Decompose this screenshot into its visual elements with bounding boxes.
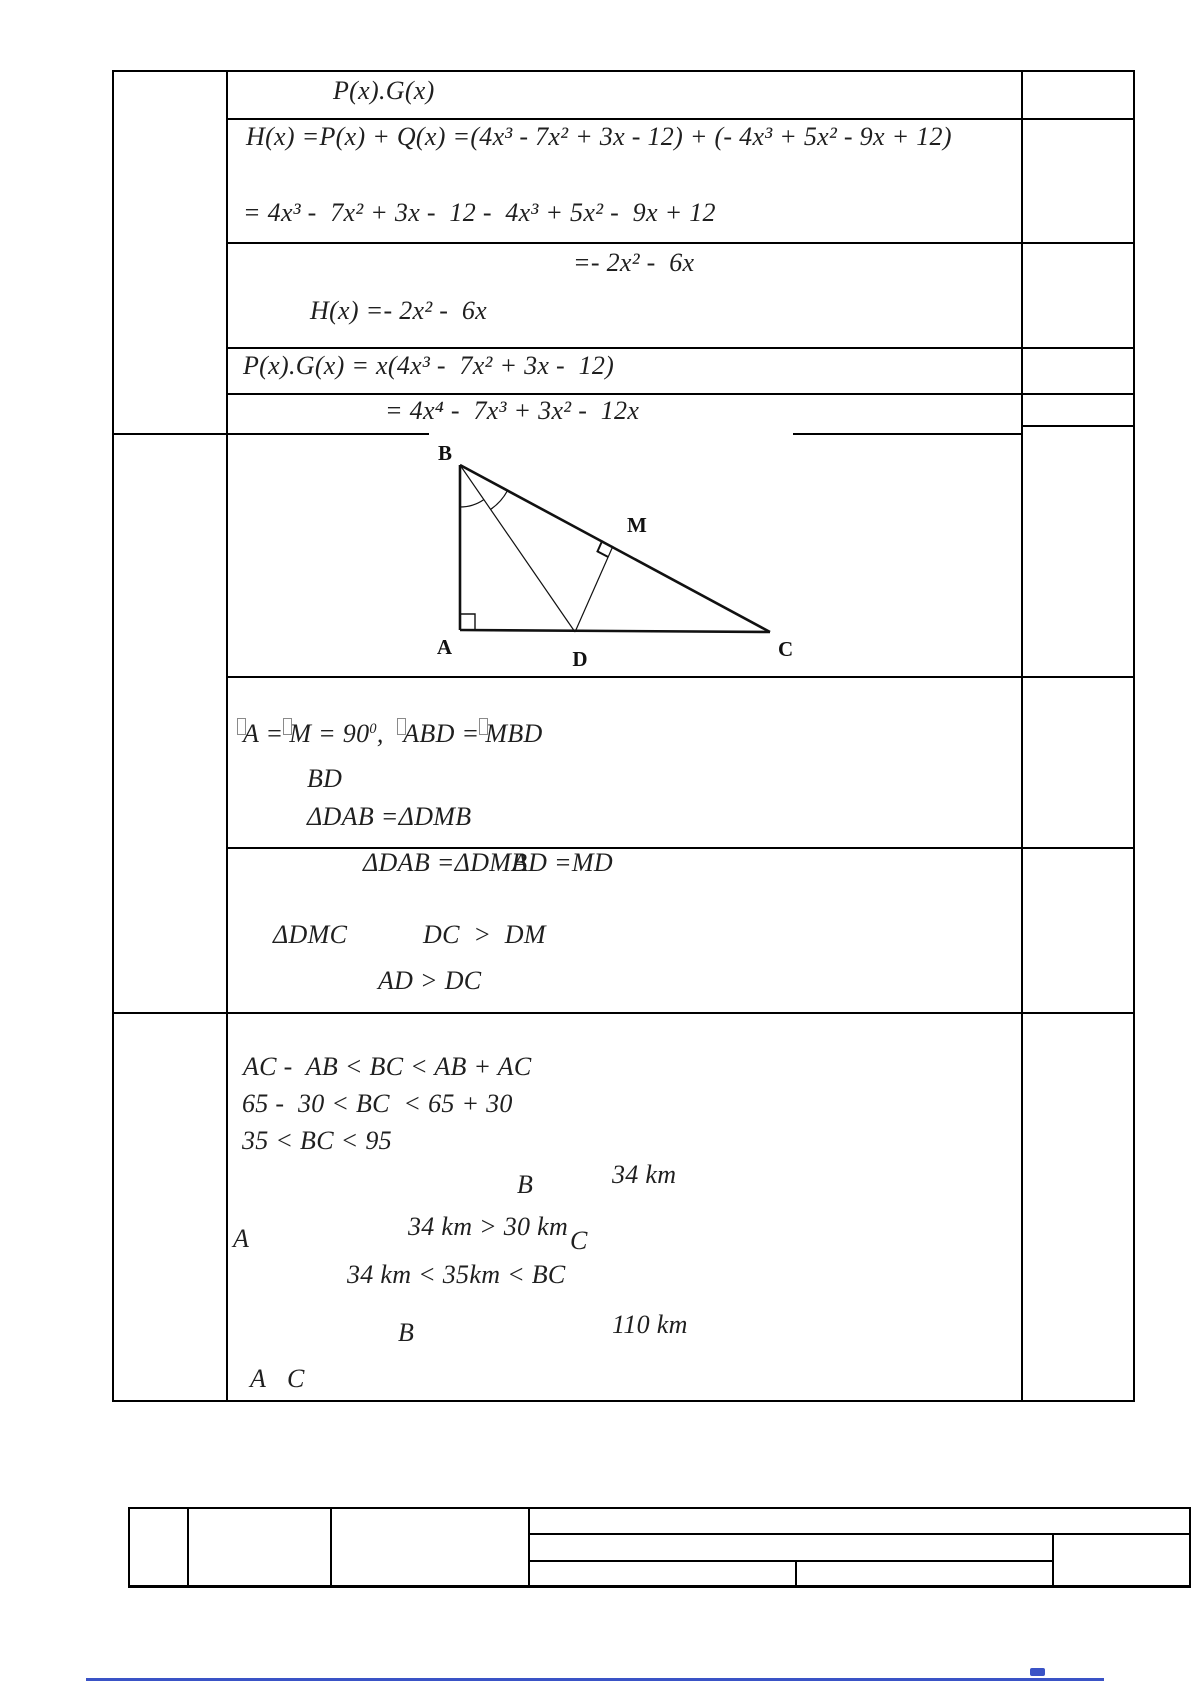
side-BC: [460, 465, 770, 632]
point-label-b1: B: [517, 1170, 534, 1199]
table-line: [112, 70, 1135, 72]
table-line: [187, 1507, 189, 1588]
table-line: [226, 347, 1135, 349]
table-line: [528, 1560, 1054, 1562]
table-line: [793, 433, 1023, 435]
table-line: [112, 70, 114, 1402]
table-line: [1021, 425, 1133, 427]
vertex-label-D: D: [572, 647, 588, 671]
table-line: [528, 1533, 1191, 1535]
proof-angle-equalities: $A = M = 90^0$, ABD = MBD: [237, 718, 543, 749]
footer-mark: [1030, 1668, 1045, 1676]
table-line: [226, 118, 1135, 120]
formula-pxgx-result: = 4x⁴ - 7x³ + 3x² - 12x: [385, 396, 640, 425]
table-line: [330, 1507, 332, 1588]
table-line: [1189, 1507, 1191, 1588]
formula-hx-final: H(x) =- 2x² - 6x: [310, 296, 487, 325]
comparison-34-35-bc: 34 km < 35km < BC: [347, 1260, 566, 1289]
proof-ad-gt-dc: AD > DC: [378, 966, 482, 995]
angle-arc-DBM: [491, 491, 508, 510]
table-line: [1021, 70, 1023, 1402]
formula-pxgx-header: P(x).G(x): [333, 76, 435, 105]
triangle-diagram: [350, 438, 830, 673]
point-label-c2: C: [287, 1364, 305, 1393]
point-label-a1: A: [233, 1224, 250, 1253]
proof-triangle-dmc: ΔDMC: [273, 920, 348, 949]
proof-triangle-congruence: ΔDAB =ΔDMB: [307, 802, 472, 831]
table-line: [528, 1507, 530, 1588]
proof-congruence-restate: ΔDAB =ΔDMB: [363, 848, 528, 877]
table-line: [226, 676, 1135, 678]
side-AC: [460, 630, 770, 632]
point-label-b2: B: [398, 1318, 415, 1347]
right-angle-marker-A: [460, 614, 475, 630]
table-line: [226, 393, 1135, 395]
proof-common-side: BD: [307, 764, 343, 793]
vertex-label-A: A: [436, 635, 452, 659]
inequality-range: 35 < BC < 95: [242, 1126, 392, 1155]
formula-hx-result: =- 2x² - 6x: [573, 248, 695, 277]
distance-110km: 110 km: [612, 1310, 688, 1339]
table-line: [795, 1560, 797, 1588]
point-label-a2: A: [250, 1364, 267, 1393]
inequality-values: 65 - 30 < BC < 65 + 30: [242, 1089, 513, 1118]
table-line: [128, 1507, 130, 1588]
angle-arc-ABD: [460, 500, 484, 507]
inequality-general: AC - AB < BC < AB + AC: [243, 1052, 532, 1081]
proof-ad-md: AD =MD: [512, 848, 613, 877]
distance-34km: 34 km: [612, 1160, 677, 1189]
table-line: [1052, 1533, 1054, 1588]
formula-pxgx-product: P(x).G(x) = x(4x³ - 7x² + 3x - 12): [243, 351, 615, 380]
formula-hx-sum: H(x) =P(x) + Q(x) =(4x³ - 7x² + 3x - 12) + (- 4x³ + 5x² - 9x + 12): [246, 122, 952, 151]
table-line: [226, 70, 228, 1402]
segment-BD: [460, 465, 575, 632]
table-line: [128, 1507, 1191, 1509]
segment-DM: [575, 546, 613, 632]
table-line: [1133, 70, 1135, 1402]
vertex-label-C: C: [778, 637, 794, 661]
comparison-34-30: 34 km > 30 km: [408, 1212, 569, 1241]
table-line: [128, 1585, 1191, 1588]
formula-hx-expanded: = 4x³ - 7x² + 3x - 12 - 4x³ + 5x² - 9x + 12: [243, 198, 716, 227]
table-line: [226, 242, 1135, 244]
vertex-label-B: B: [437, 441, 452, 465]
point-label-c1: C: [570, 1226, 588, 1255]
table-line: [112, 1400, 1135, 1402]
table-line: [112, 433, 429, 435]
vertex-label-M: M: [627, 513, 647, 537]
proof-dc-gt-dm: DC > DM: [423, 920, 546, 949]
table-line: [112, 1012, 1135, 1014]
footer-rule: [86, 1678, 1104, 1681]
